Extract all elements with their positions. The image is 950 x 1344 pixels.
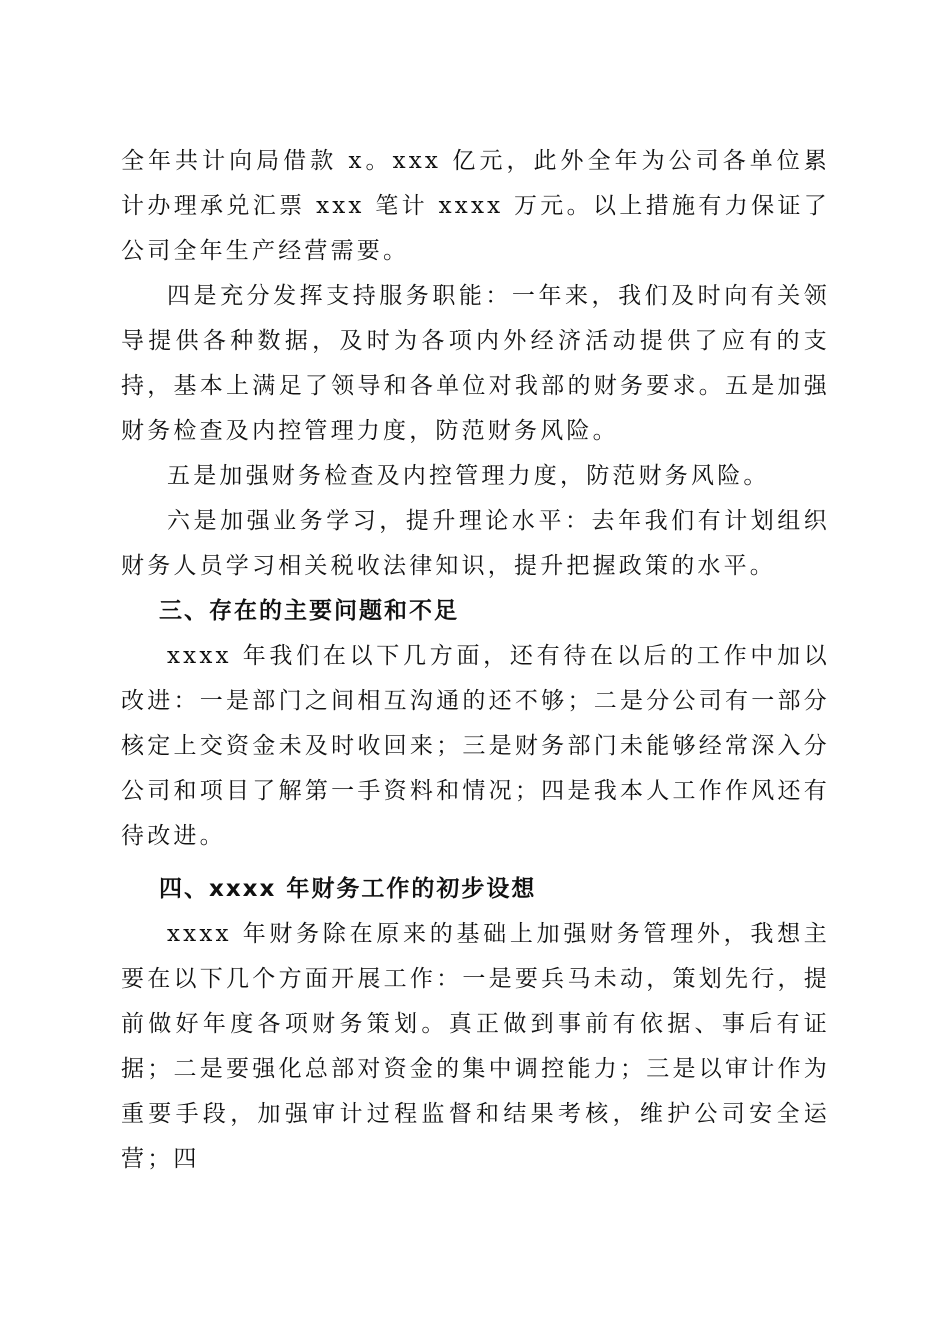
section-heading-problems: 三、存在的主要问题和不足 bbox=[159, 598, 459, 624]
section-heading-plans: 四、xxxx 年财务工作的初步设想 bbox=[159, 876, 537, 902]
paragraph-financial-inspection: 五是加强财务检查及内控管理力度，防范财务风险。 bbox=[167, 463, 770, 489]
document-body bbox=[121, 139, 830, 1182]
paragraph-problems: xxxx 年我们在以下几方面，还有待在以后的工作中加以改进：一是部门之间相互沟通的还不够；二是分公司有一部分核定上交资金未及时收回来；三是财务部门未能够经常深入分公司和项目了解第一手资料和情况；四是我本人工作作风还有待改进。 bbox=[121, 643, 830, 849]
paragraph-plans: xxxx 年财务除在原来的基础上加强财务管理外，我想主要在以下几个方面开展工作：一是要兵马未动，策划先行，提前做好年度各项财务策划。真正做到事前有依据、事后有证据；二是要强化总部对资金的集中调控能力；三是以审计作为重要手段，加强审计过程监督和结果考核，维护公司安全运营；四 bbox=[121, 921, 830, 1172]
paragraph-support-service: 四是充分发挥支持服务职能：一年来，我们及时向有关领导提供各种数据，及时为各项内外经济活动提供了应有的支持，基本上满足了领导和各单位对我部的财务要求。五是加强财务检查及内控管理力度，防范财务风险。 bbox=[121, 283, 830, 444]
paragraph-business-study: 六是加强业务学习，提升理论水平：去年我们有计划组织财务人员学习相关税收法律知识，提升把握政策的水平。 bbox=[121, 508, 830, 579]
paragraph-loan-summary: 全年共计向局借款 x。xxx 亿元，此外全年为公司各单位累计办理承兑汇票 xxx 笔计 xxxx 万元。以上措施有力保证了公司全年生产经营需要。 bbox=[121, 148, 830, 264]
